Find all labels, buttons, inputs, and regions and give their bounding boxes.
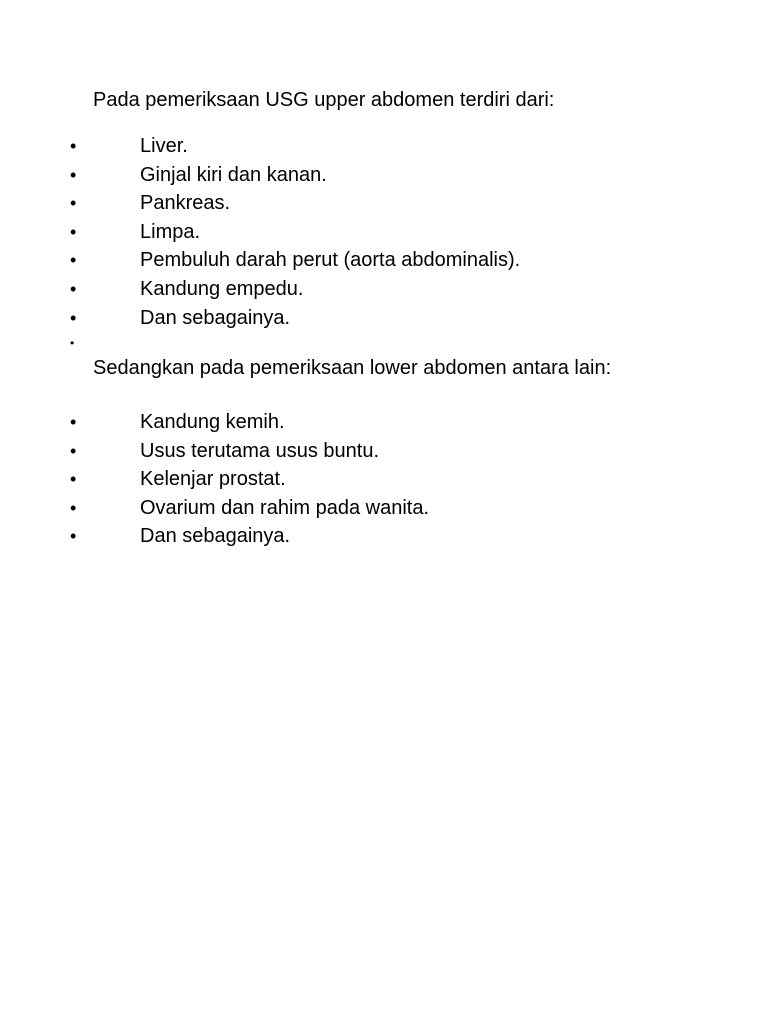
bullet-icon: •: [70, 136, 77, 156]
list-item-text: Usus terutama usus buntu.: [140, 439, 380, 462]
list-item-text: Ovarium dan rahim pada wanita.: [140, 496, 430, 519]
list-item-text: Kandung kemih.: [140, 411, 285, 433]
bullet-icon: •: [70, 307, 77, 328]
list-item-text: Limpa.: [140, 220, 201, 243]
list-item-text: Kandung empedu.: [140, 277, 304, 300]
list-item-text: Liver.: [140, 135, 188, 157]
bullet-icon: •: [70, 440, 77, 461]
empty-bullet-icon: •: [70, 336, 75, 350]
bullet-icon: •: [70, 278, 77, 299]
upper-abdomen-intro: Pada pemeriksaan USG upper abdomen terdiri dari:: [93, 89, 555, 111]
lower-abdomen-intro: Sedangkan pada pemeriksaan lower abdomen antara lain:: [93, 357, 612, 379]
bullet-icon: •: [70, 193, 77, 214]
bullet-icon: •: [70, 526, 77, 547]
bullet-icon: •: [70, 221, 77, 242]
list-item-text: Pankreas.: [140, 192, 231, 215]
list-item-text: Dan sebagainya.: [140, 525, 291, 548]
bullet-icon: •: [70, 164, 77, 185]
bullet-icon: •: [70, 412, 77, 432]
list-item-text: Ginjal kiri dan kanan.: [140, 163, 327, 186]
list-item-text: Dan sebagainya.: [140, 306, 291, 329]
bullet-icon: •: [70, 250, 77, 271]
list-item-text: Pembuluh darah perut (aorta abdominalis).: [140, 249, 521, 272]
bullet-icon: •: [70, 469, 77, 490]
bullet-icon: •: [70, 497, 77, 518]
list-item-text: Kelenjar prostat.: [140, 468, 286, 491]
